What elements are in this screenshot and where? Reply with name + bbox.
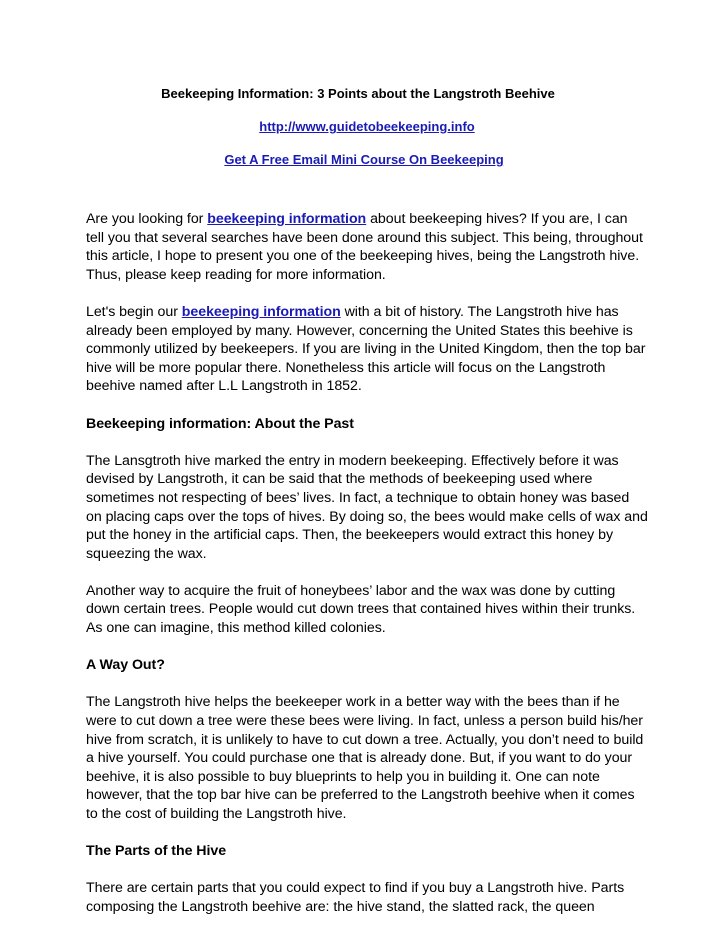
paragraph-parts: There are certain parts that you could expect to find if you buy a Langstroth hive. Parts composing the Langstroth beehive are: the hive stand, the slatted rack, the queen [86,880,625,915]
beekeeping-information-link-1[interactable]: beekeeping information [207,211,367,227]
course-link-line [0,152,728,168]
paragraph-history [86,303,648,396]
paragraph-cutting-trees: Another way to acquire the fruit of honeybees’ labor and the wax was done by cutting down certain trees. People would cut down trees that contained hives within their trunks. As one can imagine, this method killed colonies. [86,582,636,637]
heading-parts-of-the-hive: The Parts of the Hive [86,843,227,860]
mini-course-link[interactable]: Get A Free Email Mini Course On Beekeeping [224,152,504,167]
paragraph-modern-beekeeping: The Lansgtroth hive marked the entry in modern beekeeping. Effectively before it was devised by Langstroth, it can be said that the methods of beekeeping used where sometimes not respecting of bees’ lives. In fact, a technique to obtain honey was based on placing caps over the tops of hives. By doing so, the bees would make cells of wax and put the honey in the artificial caps. Then, the beekeepers would extract this honey by squeezing the wax. [86,452,648,562]
beekeeping-information-link-2[interactable]: beekeeping information [181,303,341,320]
paragraph-intro-end: about beekeeping hives? If you are, I can tell you that several searches have been done around this subject. This being, throughout this article, I hope to present you one of the beekeeping hives, being the Langstroth hive. Thus, please keep reading for more information. [86,211,643,283]
site-url-line [3,119,728,135]
paragraph-history-start: Let's begin our [86,303,182,320]
paragraph-way-out: The Langstroth hive helps the beekeeper work in a better way with the bees than if he were to cut down a tree were these bees were living. In fact, unless a person build his/her hive from scratch, it is unlikely to have to cut down a tree. Actually, you don’t need to build a hive yourself. You could purchase one that is already done. But, if you want to do your beehive, it is also possible to buy blueprints to help you in building it. One can note however, that the top bar hive can be preferred to the Langstroth beehive when it comes to the cost of building the Langstroth hive. [86,694,644,822]
paragraph-intro-start: Are you looking for [86,211,208,227]
heading-about-the-past: Beekeeping information: About the Past [86,415,354,432]
paragraph-intro [86,210,648,284]
site-url-link[interactable]: http://www.guidetobeekeeping.info [259,119,475,134]
paragraph-history-end: with a bit of history. The Langstroth hive has already been employed by many. However, concerning the United States this beehive is commonly utilized by beekeepers. If you are living in the United Kingdom, then the top bar hive will be more popular there. Nonetheless this article will focus on the Langstroth beehive named after L.L Langstroth in 1852. [86,303,646,395]
document-title: Beekeeping Information: 3 Points about the Langstroth Beehive [161,86,555,101]
article-body [86,210,648,935]
heading-a-way-out: A Way Out? [86,657,165,674]
